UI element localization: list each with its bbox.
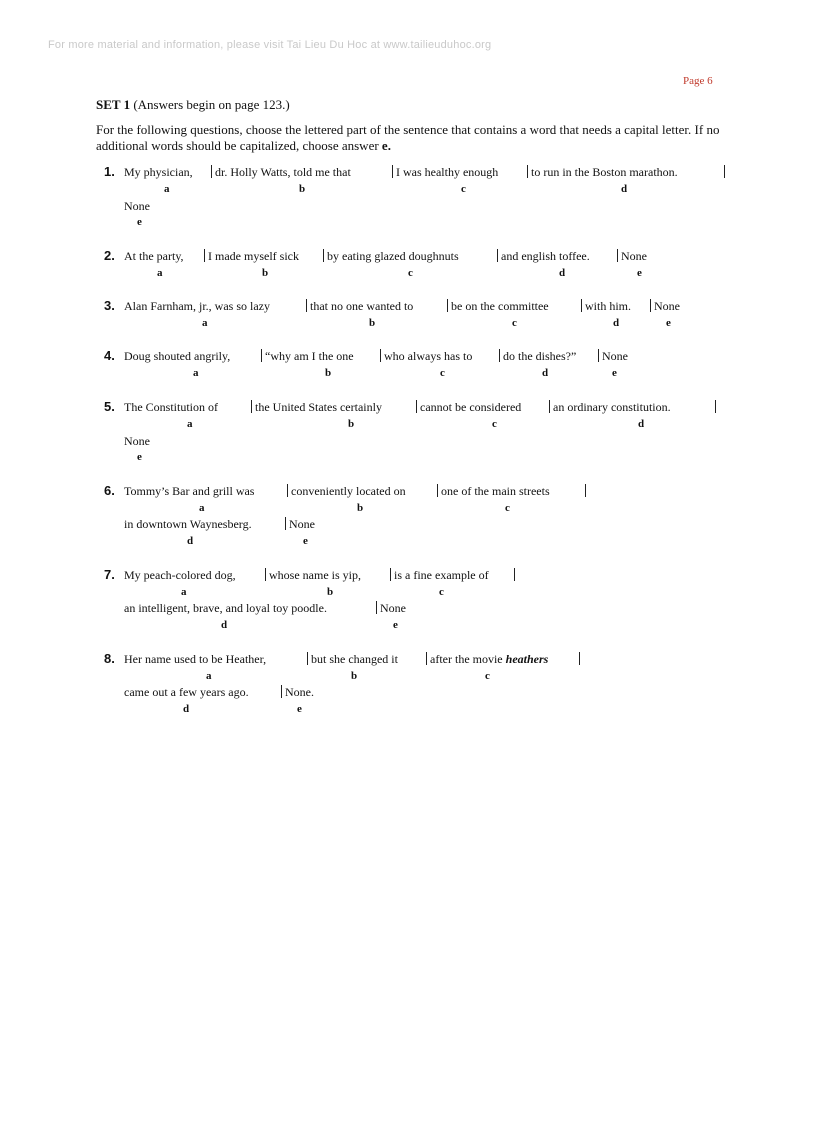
letter-e: e: [666, 317, 671, 329]
letter-e: e: [303, 535, 308, 547]
answer-part-d[interactable]: an ordinary constitution.: [553, 400, 671, 414]
part-divider: [392, 165, 393, 178]
part-divider: [527, 165, 528, 178]
letter-d: d: [542, 367, 549, 379]
part-divider: [585, 484, 586, 497]
letter-d: d: [187, 535, 194, 547]
part-divider: [579, 652, 580, 665]
answer-part-d[interactable]: and english toffee.: [501, 249, 590, 263]
answer-part-c[interactable]: who always has to: [384, 349, 473, 363]
letter-d: d: [638, 418, 645, 430]
letter-b: b: [348, 418, 355, 430]
answer-part-b[interactable]: “why am I the one: [265, 349, 354, 363]
part-divider: [437, 484, 438, 497]
part-divider: [617, 249, 618, 262]
letter-c: c: [505, 502, 510, 514]
answer-part-e[interactable]: None: [602, 349, 628, 363]
instructions: [96, 122, 726, 154]
answer-part-b[interactable]: that no one wanted to: [310, 299, 414, 313]
part-divider: [265, 568, 266, 581]
letter-a: a: [187, 418, 193, 430]
letter-e: e: [137, 216, 142, 228]
answer-part-d[interactable]: to run in the Boston marathon.: [531, 165, 678, 179]
question-number: 4.: [104, 348, 115, 363]
part-divider: [390, 568, 391, 581]
letter-e: e: [137, 451, 142, 463]
letter-b: b: [327, 586, 334, 598]
answer-part-e[interactable]: None: [124, 434, 150, 448]
question-number: 6.: [104, 483, 115, 498]
part-divider: [281, 685, 282, 698]
part-divider: [426, 652, 427, 665]
answer-part-a[interactable]: My peach-colored dog,: [124, 568, 236, 582]
answer-part-a[interactable]: Her name used to be Heather,: [124, 652, 267, 666]
letter-c: c: [485, 670, 490, 682]
letter-b: b: [369, 317, 376, 329]
answer-part-c[interactable]: is a fine example of: [394, 568, 489, 582]
answer-part-b[interactable]: the United States certainly: [255, 400, 382, 414]
answer-part-a[interactable]: Tommy’s Bar and grill was: [124, 484, 255, 498]
part-divider: [514, 568, 515, 581]
letter-a: a: [199, 502, 205, 514]
part-divider: [251, 400, 252, 413]
answer-part-e[interactable]: None: [621, 249, 647, 263]
answer-part-c[interactable]: one of the main streets: [441, 484, 550, 498]
letter-d: d: [613, 317, 620, 329]
part-divider: [287, 484, 288, 497]
answer-part-e[interactable]: None: [289, 517, 315, 531]
watermark-text: For more material and information, please visit Tai Lieu Du Hoc at www.tailieuduhoc.org: [48, 39, 492, 51]
letter-e: e: [393, 619, 398, 631]
question-number: 7.: [104, 567, 115, 582]
question-number: 2.: [104, 248, 115, 263]
letter-a: a: [206, 670, 212, 682]
answer-part-d[interactable]: came out a few years ago.: [124, 685, 249, 699]
answer-part-e[interactable]: None.: [285, 685, 314, 699]
part-divider: [581, 299, 582, 312]
question-number: 8.: [104, 651, 115, 666]
answer-part-d[interactable]: an intelligent, brave, and loyal toy poodle.: [124, 601, 327, 615]
question-number: 5.: [104, 399, 115, 414]
instructions-text: For the following questions, choose the lettered part of the sentence that contains a word that needs a capital letter. If no additional words should be capitalized, choose answer: [96, 122, 720, 153]
movie-title: heathers: [505, 652, 549, 666]
letter-b: b: [325, 367, 332, 379]
part-divider: [261, 349, 262, 362]
answer-part-c[interactable]: be on the committee: [451, 299, 549, 313]
part-divider: [416, 400, 417, 413]
answer-part-e[interactable]: None: [380, 601, 406, 615]
answer-part-a[interactable]: At the party,: [124, 249, 184, 263]
letter-b: b: [357, 502, 364, 514]
answer-part-a[interactable]: Alan Farnham, jr., was so lazy: [124, 299, 270, 313]
answer-part-c[interactable]: [430, 652, 548, 667]
question-number: 3.: [104, 298, 115, 313]
set-title: SET 1: [96, 97, 131, 112]
letter-d: d: [221, 619, 228, 631]
letter-b: b: [299, 183, 306, 195]
letter-e: e: [612, 367, 617, 379]
letter-d: d: [559, 267, 566, 279]
part-divider: [323, 249, 324, 262]
part-divider: [307, 652, 308, 665]
answer-part-a[interactable]: My physician,: [124, 165, 193, 179]
letter-c: c: [408, 267, 413, 279]
part-divider: [598, 349, 599, 362]
answer-part-a[interactable]: Doug shouted angrily,: [124, 349, 231, 363]
part-divider: [549, 400, 550, 413]
question-number: 1.: [104, 164, 115, 179]
letter-d: d: [621, 183, 628, 195]
part-divider: [650, 299, 651, 312]
answer-part-c-text: after the movie: [430, 652, 503, 666]
letter-a: a: [202, 317, 208, 329]
letter-c: c: [461, 183, 466, 195]
part-divider: [724, 165, 725, 178]
page-number: Page 6: [683, 75, 713, 87]
letter-a: a: [157, 267, 163, 279]
answer-part-c[interactable]: cannot be considered: [420, 400, 522, 414]
part-divider: [306, 299, 307, 312]
answer-part-b[interactable]: I made myself sick: [208, 249, 299, 263]
answer-part-b[interactable]: conveniently located on: [291, 484, 406, 498]
answer-part-c[interactable]: by eating glazed doughnuts: [327, 249, 459, 263]
letter-c: c: [492, 418, 497, 430]
letter-b: b: [351, 670, 358, 682]
part-divider: [204, 249, 205, 262]
answer-part-a[interactable]: The Constitution of: [124, 400, 218, 414]
part-divider: [497, 249, 498, 262]
answer-part-e[interactable]: None: [654, 299, 680, 313]
letter-c: c: [439, 586, 444, 598]
letter-c: c: [440, 367, 445, 379]
part-divider: [715, 400, 716, 413]
answer-part-d[interactable]: do the dishes?”: [503, 349, 577, 363]
letter-c: c: [512, 317, 517, 329]
letter-e: e: [637, 267, 642, 279]
answer-part-b[interactable]: whose name is yip,: [269, 568, 361, 582]
set-note: (Answers begin on page 123.): [133, 97, 290, 112]
part-divider: [285, 517, 286, 530]
part-divider: [380, 349, 381, 362]
answer-part-c[interactable]: I was healthy enough: [396, 165, 499, 179]
answer-part-b[interactable]: dr. Holly Watts, told me that: [215, 165, 351, 179]
part-divider: [211, 165, 212, 178]
letter-b: b: [262, 267, 269, 279]
letter-a: a: [164, 183, 170, 195]
set-heading: [96, 97, 290, 113]
letter-a: a: [193, 367, 199, 379]
part-divider: [499, 349, 500, 362]
answer-part-d[interactable]: with him.: [585, 299, 632, 313]
letter-a: a: [181, 586, 187, 598]
answer-part-e[interactable]: None: [124, 199, 150, 213]
letter-e: e: [297, 703, 302, 715]
answer-part-b[interactable]: but she changed it: [311, 652, 398, 666]
part-divider: [376, 601, 377, 614]
part-divider: [447, 299, 448, 312]
letter-d: d: [183, 703, 190, 715]
answer-part-d[interactable]: in downtown Waynesberg.: [124, 517, 252, 531]
instructions-answer-letter: e.: [381, 138, 391, 153]
